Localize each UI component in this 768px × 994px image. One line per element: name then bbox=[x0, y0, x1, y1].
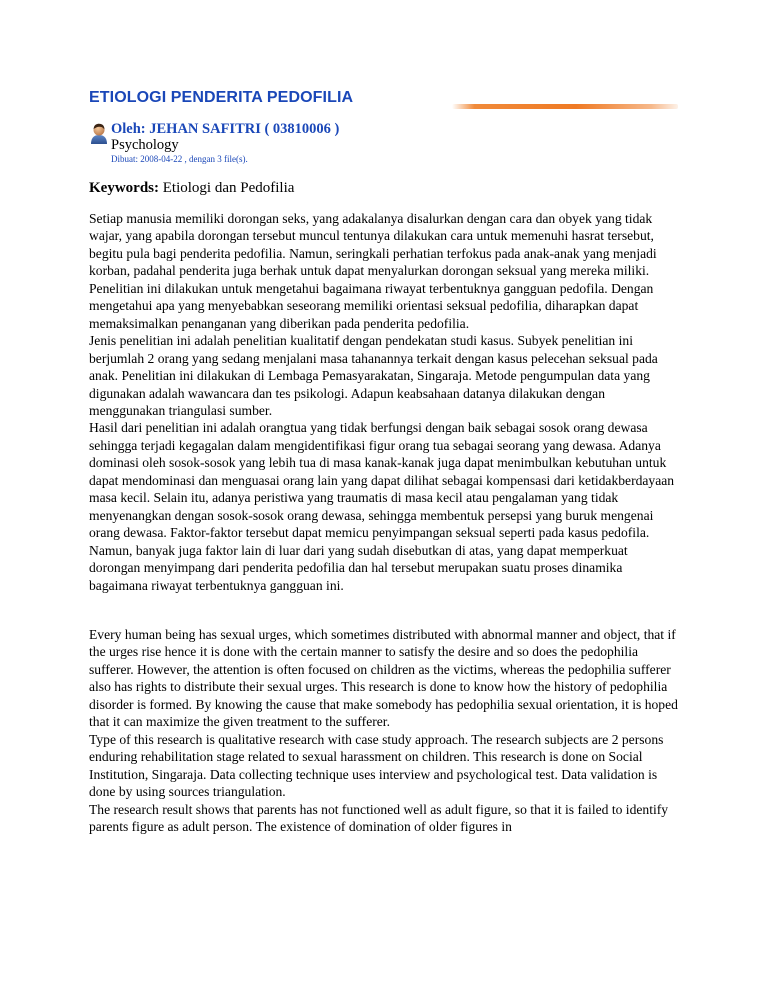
abstract-body bbox=[89, 210, 681, 835]
article-title: ETIOLOGI PENDERITA PEDOFILIA bbox=[89, 89, 354, 106]
abstract-en-paragraph-3: The research result shows that parents has not functioned well as adult figure, so that it is failed to identify parents figure as adult person. The existence of domination of older figures in bbox=[89, 801, 669, 834]
keywords-line bbox=[89, 180, 294, 197]
created-date-line: Dibuat: 2008-04-22 , dengan 3 file(s). bbox=[111, 154, 248, 164]
abstract-id-paragraph-1: Setiap manusia memiliki dorongan seks, yang adakalanya disalurkan dengan cara dan obyek yang tidak wajar, yang apabila dorongan tersebut muncul tentunya dilakukan cara untuk memenuhi hasrat tersebut, begitu pula bagi penderita pedofilia. Namun, seringkali perhatian terfokus pada anak-anak yang menjadi korban, padahal penderita juga berhak untuk dapat menyalurkan dorongan seksual yang mereka miliki. Penelitian ini dilakukan untuk mengetahui bagaimana riwayat terbentuknya gangguan pedofila. Dengan mengetahui apa yang menyebabkan seseorang memiliki orientasi seksual pedofilia, diharapkan dapat memaksimalkan penanganan yang diberikan pada penderita pedofilia. bbox=[89, 211, 657, 331]
abstract-en-paragraph-2: Type of this research is qualitative research with case study approach. The research subjects are 2 persons enduring rehabilitation stage related to sexual harassment on children. This research is done on Social Institution, Singaraja. Data collecting technique uses interview and psychological test. Data validation is done by using sources triangulation. bbox=[89, 731, 664, 800]
category-label: Psychology bbox=[111, 137, 179, 153]
abstract-id-paragraph-2: Jenis penelitian ini adalah penelitian kualitatif dengan pendekatan studi kasus. Subyek penelitian ini berjumlah 2 orang yang sedang menjalani masa tahanannya terkait dengan kasus pelecehan seksual pada anak. Penelitian ini dilakukan di Lembaga Pemasyarakatan, Singaraja. Metode pengumpulan data yang digunakan adalah wawancara dan tes psikologi. Adapun keabsahaan datanya dilakukan dengan menggunakan triangulasi sumber. bbox=[89, 333, 658, 418]
author-link[interactable]: Oleh: JEHAN SAFITRI ( 03810006 ) bbox=[111, 121, 340, 137]
keywords-value: Etiologi dan Pedofilia bbox=[159, 180, 295, 196]
user-avatar-icon bbox=[89, 122, 109, 144]
abstract-en-paragraph-1: Every human being has sexual urges, which sometimes distributed with abnormal manner and object, that if the urges rise hence it is done with the certain manner to satisfy the desire and so does the pedophilia sufferer. However, the attention is often focused on children as the victims, whereas the pedophilia sufferer also has rights to distribute their sexual urges. This research is done to know how the history of pedophilia disorder is formed. By knowing the cause that make somebody has pedophilia sexual orientation, it is hoped that it can maximize the given treatment to the sufferer. bbox=[89, 626, 678, 730]
keywords-label: Keywords: bbox=[89, 180, 159, 196]
title-accent-rule bbox=[452, 104, 678, 109]
abstract-id-paragraph-3: Hasil dari penelitian ini adalah orangtua yang tidak berfungsi dengan baik sebagai sosok orang dewasa sehingga terjadi kegagalan dalam mengidentifikasi figur orang tua sebagai seorang yang dewasa. Adanya dominasi oleh sosok-sosok yang lebih tua di masa kanak-kanak juga dapat menimbulkan kebutuhan untuk dapat mendominasi dan menguasai orang lain yang dapat dilihat sebagai kompensasi dari ketidakberdayaan masa kecil. Selain itu, adanya peristiwa yang traumatis di masa kecil atau pengalaman yang tidak menyenangkan dengan sosok-sosok orang dewasa, sehingga membentuk persepsi yang buruk mengenai orang dewasa. Faktor-faktor tersebut dapat memicu penyimpangan seksual seperti pada kasus pedofila. Namun, banyak juga faktor lain di luar dari yang sudah disebutkan di atas, yang dapat memperkuat dorongan menyimpang dari penderita pedofilia dan hal tersebut merupakan suatu proses dinamika bagaimana riwayat terbentuknya gangguan ini. bbox=[89, 420, 675, 593]
paragraph-gap bbox=[89, 594, 681, 626]
